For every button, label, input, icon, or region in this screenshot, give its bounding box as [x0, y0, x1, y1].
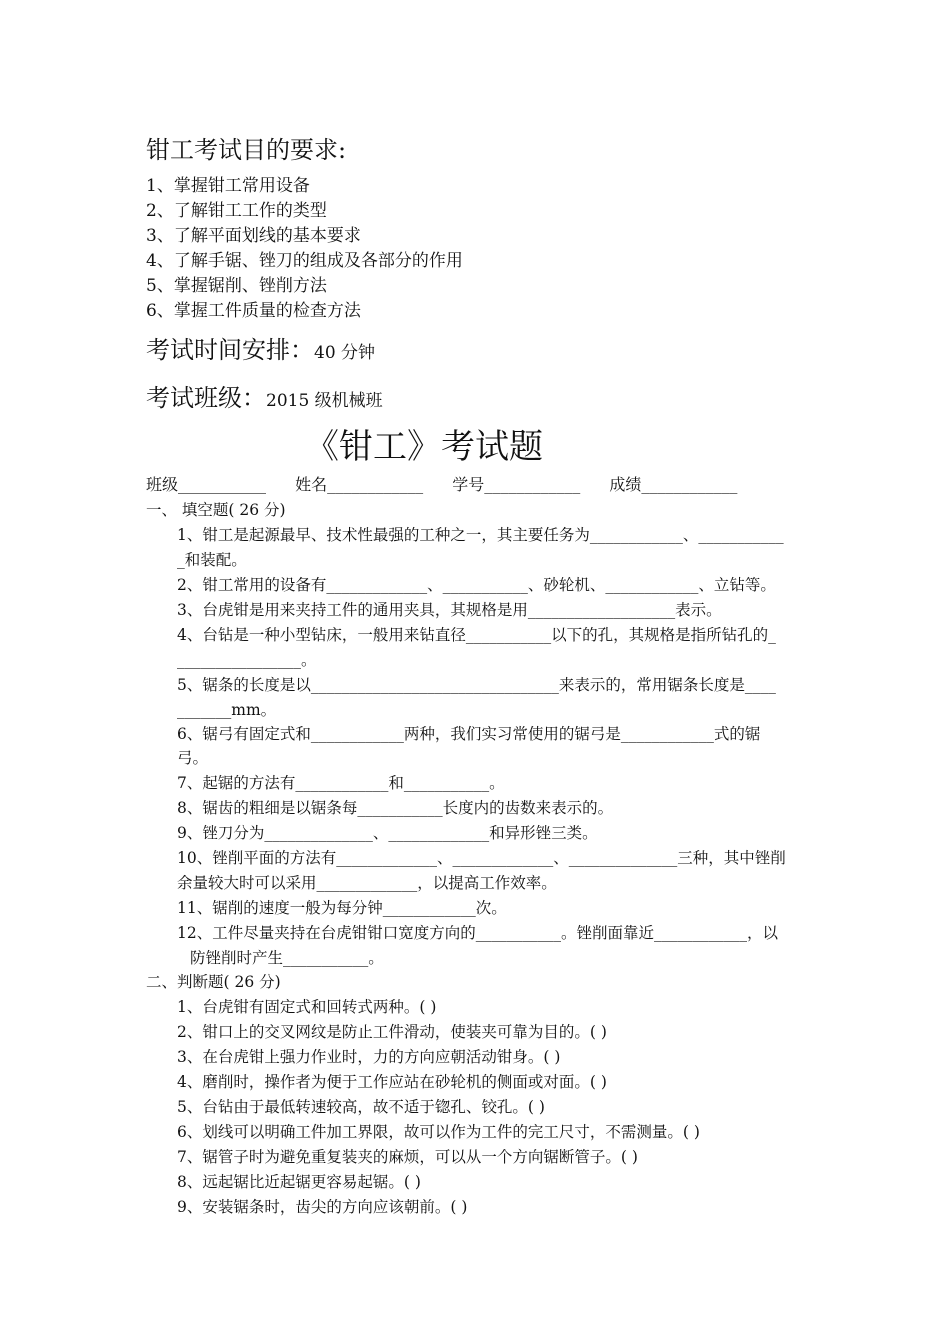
exam-title: 《钳工》考试题	[305, 427, 543, 467]
section-fill-blank-heading: 一、 填空题( 26 分)	[146, 501, 286, 519]
question-line: 4、磨削时，操作者为便于工作应站在砂轮机的侧面或对面。( )	[177, 1073, 607, 1091]
class-field: 班级___________	[146, 475, 267, 494]
question-line: 3、台虎钳是用来夹持工件的通用夹具，其规格是用___________________表示。	[177, 601, 722, 619]
exam-time-label: 考试时间安排：	[146, 336, 314, 364]
question-line: 12、工件尽量夹持在台虎钳钳口宽度方向的___________。锉削面靠近____________，以	[177, 924, 778, 942]
question-line: ________________。	[177, 651, 317, 669]
question-line: 11、锯削的速度一般为每分钟____________次。	[177, 899, 507, 917]
question-line: 5、台钻由于最低转速较高，故不适于锪孔、铰孔。( )	[177, 1098, 545, 1116]
question-line: _______mm。	[177, 701, 277, 719]
question-line: 7、锯管子时为避免重复装夹的麻烦，可以从一个方向锯断管子。( )	[177, 1148, 638, 1166]
exam-time-value: 40 分钟	[314, 343, 376, 363]
question-line: 9、安装锯条时，齿尖的方向应该朝前。( )	[177, 1198, 468, 1216]
question-line: 2、钳工常用的设备有_____________、___________、砂轮机、____________、立钻等。	[177, 576, 776, 594]
question-line: 6、划线可以明确工件加工界限，故可以作为工件的完工尺寸，不需测量。( )	[177, 1123, 700, 1141]
list-item: 6、掌握工件质量的检查方法	[146, 301, 361, 321]
list-item: 1、掌握钳工常用设备	[146, 176, 310, 196]
requirements-list	[146, 174, 463, 324]
question-line: 1、钳工是起源最早、技术性最强的工种之一，其主要任务为____________、___________	[177, 526, 784, 544]
name-field: 姓名____________	[295, 475, 424, 494]
question-line: 1、台虎钳有固定式和回转式两种。( )	[177, 998, 437, 1016]
list-item: 4、了解手锯、锉刀的组成及各部分的作用	[146, 251, 463, 271]
question-line: 8、远起锯比近起锯更容易起锯。( )	[177, 1173, 421, 1191]
question-line: 5、锯条的长度是以________________________________来表示的，常用锯条长度是____	[177, 676, 776, 694]
question-line: 6、锯弓有固定式和____________两种，我们实习常使用的锯弓是____________式的锯	[177, 725, 761, 743]
list-item: 2、了解钳工工作的类型	[146, 201, 327, 221]
question-line: 2、钳口上的交叉网纹是防止工件滑动，使装夹可靠为目的。( )	[177, 1023, 607, 1041]
question-line: 8、锯齿的粗细是以锯条每___________长度内的齿数来表示的。	[177, 799, 614, 817]
question-line: 防锉削时产生___________。	[190, 949, 384, 967]
question-line: 10、锉削平面的方法有_____________、_____________、______________三种，其中锉削	[177, 849, 786, 867]
student-id-field: 学号____________	[452, 475, 581, 494]
score-field: 成绩____________	[609, 475, 738, 494]
list-item: 5、掌握锯削、锉削方法	[146, 276, 327, 296]
question-line: 3、在台虎钳上强力作业时，力的方向应朝活动钳身。( )	[177, 1048, 561, 1066]
question-line: 余量较大时可以采用_____________，以提高工作效率。	[177, 874, 557, 892]
requirements-heading: 钳工考试目的要求:	[146, 136, 347, 164]
exam-time	[146, 334, 375, 369]
exam-class-label: 考试班级：	[146, 384, 266, 412]
section-true-false-heading: 二、判断题( 26 分)	[146, 973, 281, 991]
student-info-row	[146, 472, 737, 498]
exam-class	[146, 382, 383, 417]
question-line: 9、锉刀分为______________、_____________和异形锉三类。	[177, 824, 598, 842]
question-line: 4、台钻是一种小型钻床，一般用来钻直径___________以下的孔，其规格是指所钻孔的_	[177, 626, 776, 644]
exam-class-value: 2015 级机械班	[266, 391, 383, 411]
question-line: 7、起锯的方法有____________和___________。	[177, 774, 505, 792]
question-line: _和装配。	[177, 551, 247, 569]
list-item: 3、了解平面划线的基本要求	[146, 226, 361, 246]
question-line: 弓。	[177, 749, 209, 767]
